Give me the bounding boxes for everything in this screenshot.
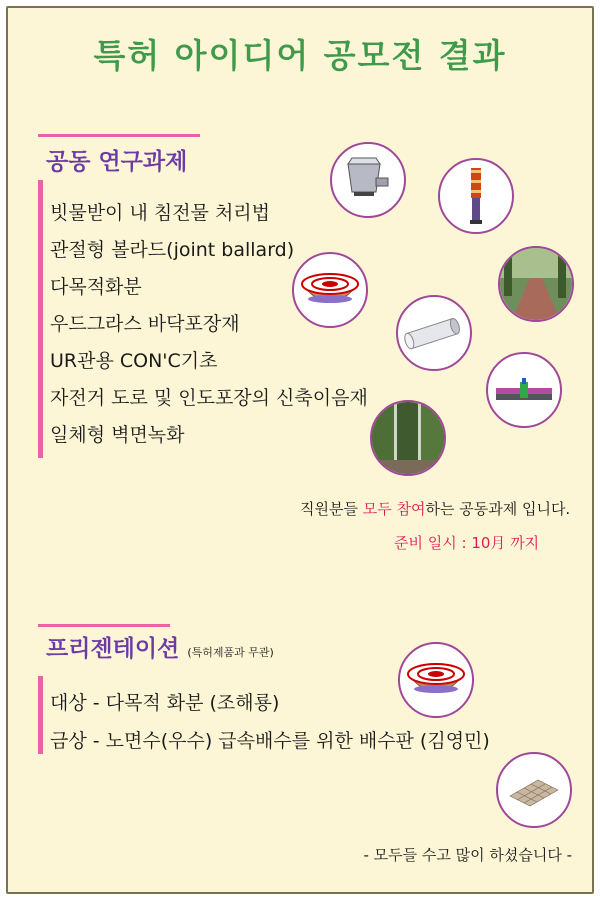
page-title: 특허 아이디어 공모전 결과 [93, 36, 507, 75]
drain-plate-image [496, 752, 572, 828]
deadline-label: 준비 일시 : [394, 534, 472, 552]
closing-message: - 모두들 수고 많이 하셨습니다 - [363, 846, 572, 864]
presentation-subheading: (특허제품과 무관) [187, 646, 274, 659]
award-item-1: 대상 - 다목적 화분 (조해룡) [50, 692, 280, 714]
research-side-bar [38, 180, 43, 458]
deadline-value: 10月 [471, 534, 506, 552]
note-highlight-all: 모두 [362, 500, 392, 518]
participation-note [300, 498, 570, 519]
research-item-7: 일체형 벽면녹화 [50, 424, 185, 446]
note-text: 직원분들 [300, 500, 363, 518]
presentation-heading-text: 프리젠테이션 [46, 636, 180, 662]
presentation-side-bar [38, 676, 43, 754]
wood-grass-path-image [498, 246, 574, 322]
research-heading: 공동 연구과제 [46, 149, 188, 175]
research-item-2: 관절형 볼라드(joint ballard) [50, 239, 295, 261]
pipe-image [396, 295, 472, 371]
research-item-1: 빗물받이 내 침전물 처리법 [50, 202, 271, 224]
deadline-suffix: 까지 [505, 534, 540, 552]
note-text-end: 하는 공동과제 입니다. [425, 500, 571, 518]
deadline-note [394, 532, 539, 553]
research-heading-underline [38, 134, 200, 137]
presentation-heading-underline [38, 624, 170, 627]
joint-bollard-image [438, 158, 514, 234]
research-item-5: UR관용 CON'C기초 [50, 350, 218, 372]
award-item-2: 금상 - 노면수(우수) 급속배수를 위한 배수판 (김영민) [50, 730, 490, 752]
presentation-heading [46, 630, 274, 663]
green-wall-image [370, 400, 446, 476]
research-item-3: 다목적화분 [50, 276, 142, 298]
research-item-6: 자전거 도로 및 인도포장의 신축이음재 [50, 387, 368, 409]
catch-basin-image [330, 142, 406, 218]
note-highlight-participation: 참여 [396, 500, 426, 518]
pot-image-1 [292, 252, 368, 328]
poster-frame [6, 6, 594, 894]
research-item-4: 우드그라스 바닥포장재 [50, 313, 240, 335]
pot-image-2 [398, 642, 474, 718]
expansion-joint-image [486, 352, 562, 428]
